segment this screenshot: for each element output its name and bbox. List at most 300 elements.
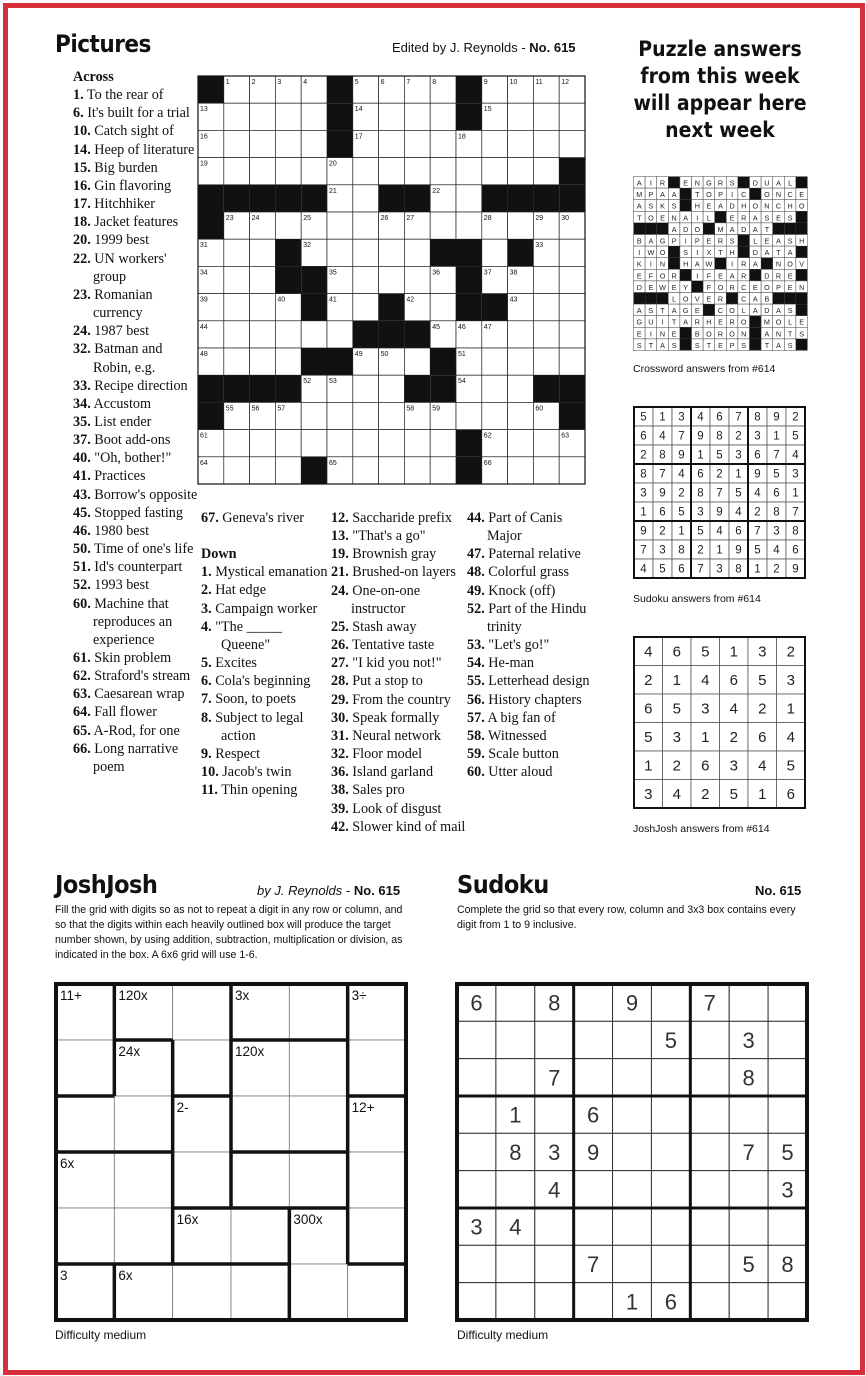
cage-label: 3÷ [351, 988, 367, 1003]
cage-label: 12+ [351, 1100, 375, 1115]
clue-number: 32. [331, 746, 349, 763]
cell-number: 58 [406, 405, 415, 413]
clue-column-2 [201, 509, 331, 799]
answer-letter: E [799, 317, 805, 327]
answer-letter: E [683, 178, 689, 188]
answer-digit: 3 [773, 525, 780, 538]
clue-text: Fall flower [90, 704, 157, 721]
clue-number: 27. [331, 655, 349, 672]
black-square [482, 294, 508, 321]
crossword-cell [250, 158, 276, 185]
cage-label: 120x [118, 988, 148, 1003]
answer-digit: 6 [735, 525, 742, 538]
down-clue [201, 709, 331, 745]
answer-letter: O [717, 282, 724, 292]
clue-number: 55. [467, 673, 485, 690]
answer-letter: X [706, 248, 712, 258]
answer-digit: 1 [735, 468, 742, 481]
sudoku-cell [768, 1021, 807, 1058]
sudoku-cell [768, 1096, 807, 1133]
clue-text: Romanian currency [90, 286, 153, 322]
answer-digit: 3 [678, 411, 685, 424]
cell-number: 15 [483, 106, 492, 114]
cell-number: 7 [406, 79, 411, 86]
answer-letter: E [799, 190, 805, 200]
answer-black-square [645, 293, 657, 305]
crossword-cell [508, 430, 534, 457]
answer-digit: 9 [697, 430, 704, 443]
answer-letter: F [706, 271, 712, 281]
answer-letter: R [717, 236, 724, 246]
joshjosh-cell [289, 1264, 347, 1320]
across-clue [73, 177, 198, 195]
answer-letter: E [660, 213, 665, 223]
clue-text: 1993 best [90, 577, 150, 594]
answer-letter: I [731, 259, 734, 269]
clue-text: 1999 best [90, 232, 150, 249]
answer-letter: B [636, 236, 642, 246]
answer-digit: 2 [754, 506, 761, 519]
clue-text: Scale button [484, 746, 559, 763]
clue-text: 1980 best [90, 522, 150, 539]
answer-digit: 7 [716, 487, 723, 500]
answer-letter: O [682, 294, 689, 304]
clue-text: Island garland [348, 764, 434, 781]
answer-digit: 5 [786, 757, 795, 775]
answer-letter: C [741, 282, 747, 292]
answer-letter: T [637, 213, 642, 223]
crossword-cell [301, 430, 327, 457]
across-clue [73, 340, 198, 376]
sudoku-title: Sudoku [457, 870, 549, 899]
clue-number: 35. [73, 413, 91, 430]
crossword-credit [392, 40, 576, 55]
down-clue [467, 509, 597, 545]
answer-letter: A [636, 306, 642, 316]
answer-letter: I [696, 213, 699, 223]
answer-letter: E [787, 271, 793, 281]
answer-letter: C [741, 294, 747, 304]
clue-number: 57. [467, 709, 485, 726]
answer-digit: 5 [758, 672, 767, 690]
sudoku-cell [574, 984, 613, 1021]
down-clue [201, 763, 331, 781]
answer-letter: E [648, 282, 654, 292]
answer-black-square [750, 269, 762, 281]
sudoku-cell [535, 1245, 574, 1282]
sudoku-given: 7 [742, 1140, 755, 1165]
sudoku-cell [768, 1059, 807, 1096]
across-clue [73, 540, 198, 558]
clue-number: 54. [467, 655, 485, 672]
clue-number: 32. [73, 341, 91, 358]
answer-letter: T [706, 340, 712, 350]
sudoku-number: No. 615 [755, 883, 802, 898]
sudoku-cell [574, 1171, 613, 1208]
cage-label: 3x [235, 988, 250, 1003]
crossword-cell [559, 348, 585, 375]
sudoku-grid [455, 982, 811, 1324]
joshjosh-cell [173, 1264, 231, 1320]
cage-label: 11+ [60, 988, 82, 1003]
clue-number: 2. [201, 582, 212, 599]
crossword-cell [353, 239, 379, 266]
crossword-cell [379, 402, 405, 429]
clue-text: Id's counterpart [90, 559, 183, 576]
sudoku-given: 7 [586, 1252, 600, 1277]
crossword-cell [533, 457, 559, 484]
answer-letter: D [683, 224, 689, 234]
sudoku-cell [651, 1096, 690, 1133]
across-clue [73, 231, 198, 249]
black-square [379, 294, 405, 321]
crossword-cell [508, 130, 534, 157]
answer-digit: 3 [758, 643, 767, 661]
cell-number: 8 [432, 79, 437, 86]
clue-number: 26. [331, 637, 349, 654]
answer-letter: S [787, 340, 793, 350]
crossword-cell [327, 239, 353, 266]
answer-digit: 5 [716, 449, 723, 462]
sudoku-given: 8 [781, 1252, 794, 1277]
clue-text: It's built for a trial [83, 105, 190, 122]
sudoku-given: 1 [625, 1289, 639, 1315]
answer-letter: E [718, 317, 723, 327]
clue-number: 10. [201, 764, 219, 781]
clue-text: Part of the Hindu trinity [484, 600, 587, 635]
sudoku-answers-caption: Sudoku answers from #614 [633, 593, 761, 605]
cell-number: 40 [277, 296, 286, 304]
answer-digit: 5 [659, 563, 666, 576]
crossword-cell [482, 130, 508, 157]
crossword-cell [353, 212, 379, 239]
clue-number: 64. [73, 704, 91, 721]
crossword-cell [508, 103, 534, 130]
answer-black-square [796, 211, 808, 223]
down-clue [201, 563, 331, 581]
answer-letter: W [647, 248, 655, 258]
clue-number: 39. [331, 800, 349, 817]
answer-letter: N [775, 190, 782, 200]
sudoku-cell [457, 1059, 496, 1096]
answer-digit: 5 [701, 643, 710, 661]
down-clue [331, 763, 466, 781]
crossword-cell [353, 402, 379, 429]
answer-letter: N [694, 178, 700, 188]
sudoku-cell [690, 1096, 729, 1133]
clue-text: History chapters [484, 691, 582, 708]
clue-number: 62. [73, 668, 91, 685]
answer-digit: 8 [716, 430, 723, 443]
answer-letter: R [741, 259, 747, 269]
down-clue [467, 636, 597, 654]
sudoku-given: 6 [470, 990, 483, 1016]
cell-number: 27 [406, 215, 415, 222]
black-square [456, 294, 482, 321]
answer-letter: R [741, 213, 747, 223]
sudoku-cell [535, 1208, 574, 1245]
clue-text: Borrow's opposite [90, 486, 198, 503]
down-clue [331, 509, 466, 527]
answer-digit: 2 [672, 757, 681, 775]
answer-digit: 2 [735, 430, 742, 443]
answer-letter: P [718, 190, 723, 200]
black-square [430, 375, 456, 402]
answer-letter: D [741, 224, 747, 234]
crossword-cell [250, 294, 276, 321]
across-clue [73, 467, 198, 485]
clue-number: 13. [331, 528, 349, 545]
crossword-cell [379, 375, 405, 402]
black-square [301, 457, 327, 484]
cage-label: 16x [176, 1212, 199, 1227]
clue-text: To the rear of [83, 87, 164, 104]
sudoku-cell [574, 1283, 613, 1320]
crossword-cell [224, 103, 250, 130]
across-clue [73, 522, 198, 540]
crossword-cell [327, 212, 353, 239]
clue-text: Respect [211, 745, 261, 762]
down-clue [331, 672, 466, 690]
answer-digit: 4 [659, 430, 666, 443]
clue-text: "The _____ Queene" [211, 618, 283, 653]
answer-letter: O [764, 190, 770, 200]
answer-digit: 4 [644, 643, 653, 661]
answer-black-square [784, 293, 796, 305]
crossword-cell [482, 239, 508, 266]
sudoku-answers-grid [633, 406, 808, 586]
across-heading: Across [73, 69, 114, 85]
answer-digit: 9 [792, 563, 799, 576]
crossword-cell [250, 321, 276, 348]
cell-number: 24 [251, 215, 260, 222]
sudoku-given: 4 [548, 1177, 561, 1203]
black-square [379, 321, 405, 348]
answer-black-square [634, 293, 646, 305]
answer-letter: R [741, 271, 747, 281]
answer-digit: 1 [659, 411, 666, 424]
cell-number: 4 [303, 79, 308, 86]
clue-number: 14. [73, 141, 91, 158]
clue-number: 48. [467, 564, 485, 581]
sudoku-given: 7 [548, 1065, 561, 1091]
answer-letter: H [741, 201, 747, 211]
answer-letter: A [752, 224, 758, 234]
answer-digit: 1 [729, 643, 738, 661]
clue-text: Long narrative poem [90, 740, 179, 775]
across-clue [73, 413, 198, 431]
answer-digit: 1 [640, 506, 647, 519]
answer-digit: 9 [678, 449, 685, 462]
black-square [327, 130, 353, 157]
answer-letter: H [787, 201, 793, 211]
answer-letter: I [731, 190, 734, 200]
crossword-cell [353, 185, 379, 212]
down-clue [467, 763, 597, 781]
down-clue [331, 709, 466, 727]
across-clue [73, 141, 198, 159]
across-clue [73, 722, 198, 740]
cell-number: 57 [277, 405, 286, 413]
answer-letter: E [694, 306, 700, 316]
crossword-cell [533, 430, 559, 457]
answer-letter: I [684, 236, 687, 246]
answer-letter: M [636, 190, 643, 200]
answer-letter: P [776, 282, 781, 292]
answer-digit: 7 [773, 449, 780, 462]
answer-letter: D [729, 201, 735, 211]
down-clue [331, 563, 466, 581]
clue-number: 52. [467, 600, 485, 617]
crossword-cell [404, 158, 430, 185]
clue-number: 6. [73, 105, 84, 122]
joshjosh-cell [289, 1040, 347, 1096]
across-clue [73, 486, 198, 504]
answer-digit: 5 [729, 786, 738, 804]
clue-number: 18. [73, 214, 91, 231]
clue-text: Heep of literature [90, 141, 195, 158]
clue-text: Batman and Robin, e.g. [90, 341, 163, 376]
sudoku-cell [651, 1171, 690, 1208]
answer-letter: T [776, 248, 781, 258]
sudoku-cell [457, 1096, 496, 1133]
crossword-cell [275, 103, 301, 130]
crossword-cell [379, 130, 405, 157]
black-square [456, 430, 482, 457]
answer-letter: G [706, 178, 712, 188]
clue-text: "Oh, bother!" [90, 450, 172, 467]
black-square [198, 212, 224, 239]
sudoku-given: 8 [742, 1065, 755, 1091]
crossword-cell [559, 266, 585, 293]
clue-text: Subject to legal action [211, 709, 304, 744]
crossword-cell [250, 130, 276, 157]
down-clue [331, 527, 466, 545]
answer-digit: 8 [659, 449, 666, 462]
sudoku-cell [496, 984, 535, 1021]
answer-letter: N [741, 329, 747, 339]
down-clue [331, 691, 466, 709]
down-clue [331, 582, 466, 618]
clue-number: 21. [331, 564, 349, 581]
answer-digit: 3 [716, 563, 723, 576]
answer-letter: I [649, 259, 652, 269]
answer-black-square [657, 223, 669, 235]
answer-letter: T [764, 340, 770, 350]
answer-letter: E [636, 329, 642, 339]
answer-digit: 4 [678, 468, 685, 481]
clue-text: Accustom [90, 395, 152, 412]
answer-digit: 9 [754, 468, 761, 481]
black-square [198, 402, 224, 429]
sudoku-cell [651, 1133, 690, 1170]
answer-letter: O [787, 259, 793, 269]
crossword-cell [250, 430, 276, 457]
crossword-cell [353, 457, 379, 484]
black-square [404, 185, 430, 212]
cell-number: 62 [483, 432, 492, 440]
clue-number: 19. [331, 546, 349, 563]
joshjosh-instructions: Fill the grid with digits so as not to repeat a digit in any row or column, and so that the digits within each heavily outlined box will produce the target number shown, by using addition, subtraction, multiplication or division, as indicated in the box. A 6x6 grid will use 1-6. [55, 904, 403, 961]
across-clue [73, 595, 198, 649]
crossword-cell [379, 103, 405, 130]
clue-number: 3. [201, 600, 212, 617]
answer-digit: 8 [640, 468, 647, 481]
cell-number: 47 [483, 323, 492, 331]
answer-letter: E [671, 329, 677, 339]
answer-letter: F [648, 271, 654, 281]
crossword-cell [482, 375, 508, 402]
crossword-cell [301, 402, 327, 429]
answer-letter: S [799, 329, 805, 339]
answer-digit: 8 [754, 411, 761, 424]
down-clue [331, 818, 466, 836]
crossword-cell [508, 402, 534, 429]
answer-letter: R [717, 294, 724, 304]
crossword-cell [404, 103, 430, 130]
answer-letter: A [636, 201, 642, 211]
down-clue [467, 691, 597, 709]
clue-number: 43. [73, 486, 91, 503]
answer-digit: 2 [758, 700, 767, 718]
clue-text: Jacob's twin [218, 764, 292, 781]
crossword-cell [275, 348, 301, 375]
crossword-cell [404, 457, 430, 484]
joshjosh-title: JoshJosh [55, 870, 158, 899]
answer-letter: N [671, 213, 677, 223]
cell-number: 37 [483, 269, 492, 277]
down-clue [201, 654, 331, 672]
crossword-cell [482, 402, 508, 429]
answer-digit: 8 [678, 544, 685, 557]
crossword-cell [379, 457, 405, 484]
answer-letter: H [706, 317, 712, 327]
clue-number: 45. [73, 504, 91, 521]
across-clue [73, 685, 198, 703]
clue-number: 20. [73, 232, 91, 249]
clue-text: Jacket features [90, 214, 179, 231]
down-clue [467, 545, 597, 563]
clue-number: 61. [73, 650, 91, 666]
crossword-cell [533, 130, 559, 157]
crossword-cell [559, 321, 585, 348]
answer-letter: P [729, 340, 735, 350]
cell-number: 36 [432, 269, 440, 277]
black-square [198, 185, 224, 212]
clue-text: Gin flavoring [90, 177, 172, 194]
sudoku-cell [496, 1245, 535, 1282]
answer-digit: 1 [773, 430, 780, 443]
black-square [456, 457, 482, 484]
clue-text: Paternal relative [484, 546, 581, 563]
answer-digit: 6 [758, 729, 767, 747]
answer-letter: A [752, 213, 758, 223]
answer-letter: A [752, 306, 758, 316]
crossword-cell [224, 348, 250, 375]
across-clue [73, 104, 198, 122]
sudoku-cell [613, 1021, 652, 1058]
answer-letter: T [660, 306, 665, 316]
down-clue [201, 600, 331, 618]
clue-number: 37. [73, 432, 91, 449]
sudoku-given: 9 [586, 1140, 600, 1165]
answer-digit: 9 [735, 544, 742, 557]
down-clue [331, 727, 466, 745]
sudoku-cell [729, 1096, 768, 1133]
crossword-cell [533, 294, 559, 321]
clue-text: "Let's go!" [484, 637, 550, 654]
black-square [533, 375, 559, 402]
